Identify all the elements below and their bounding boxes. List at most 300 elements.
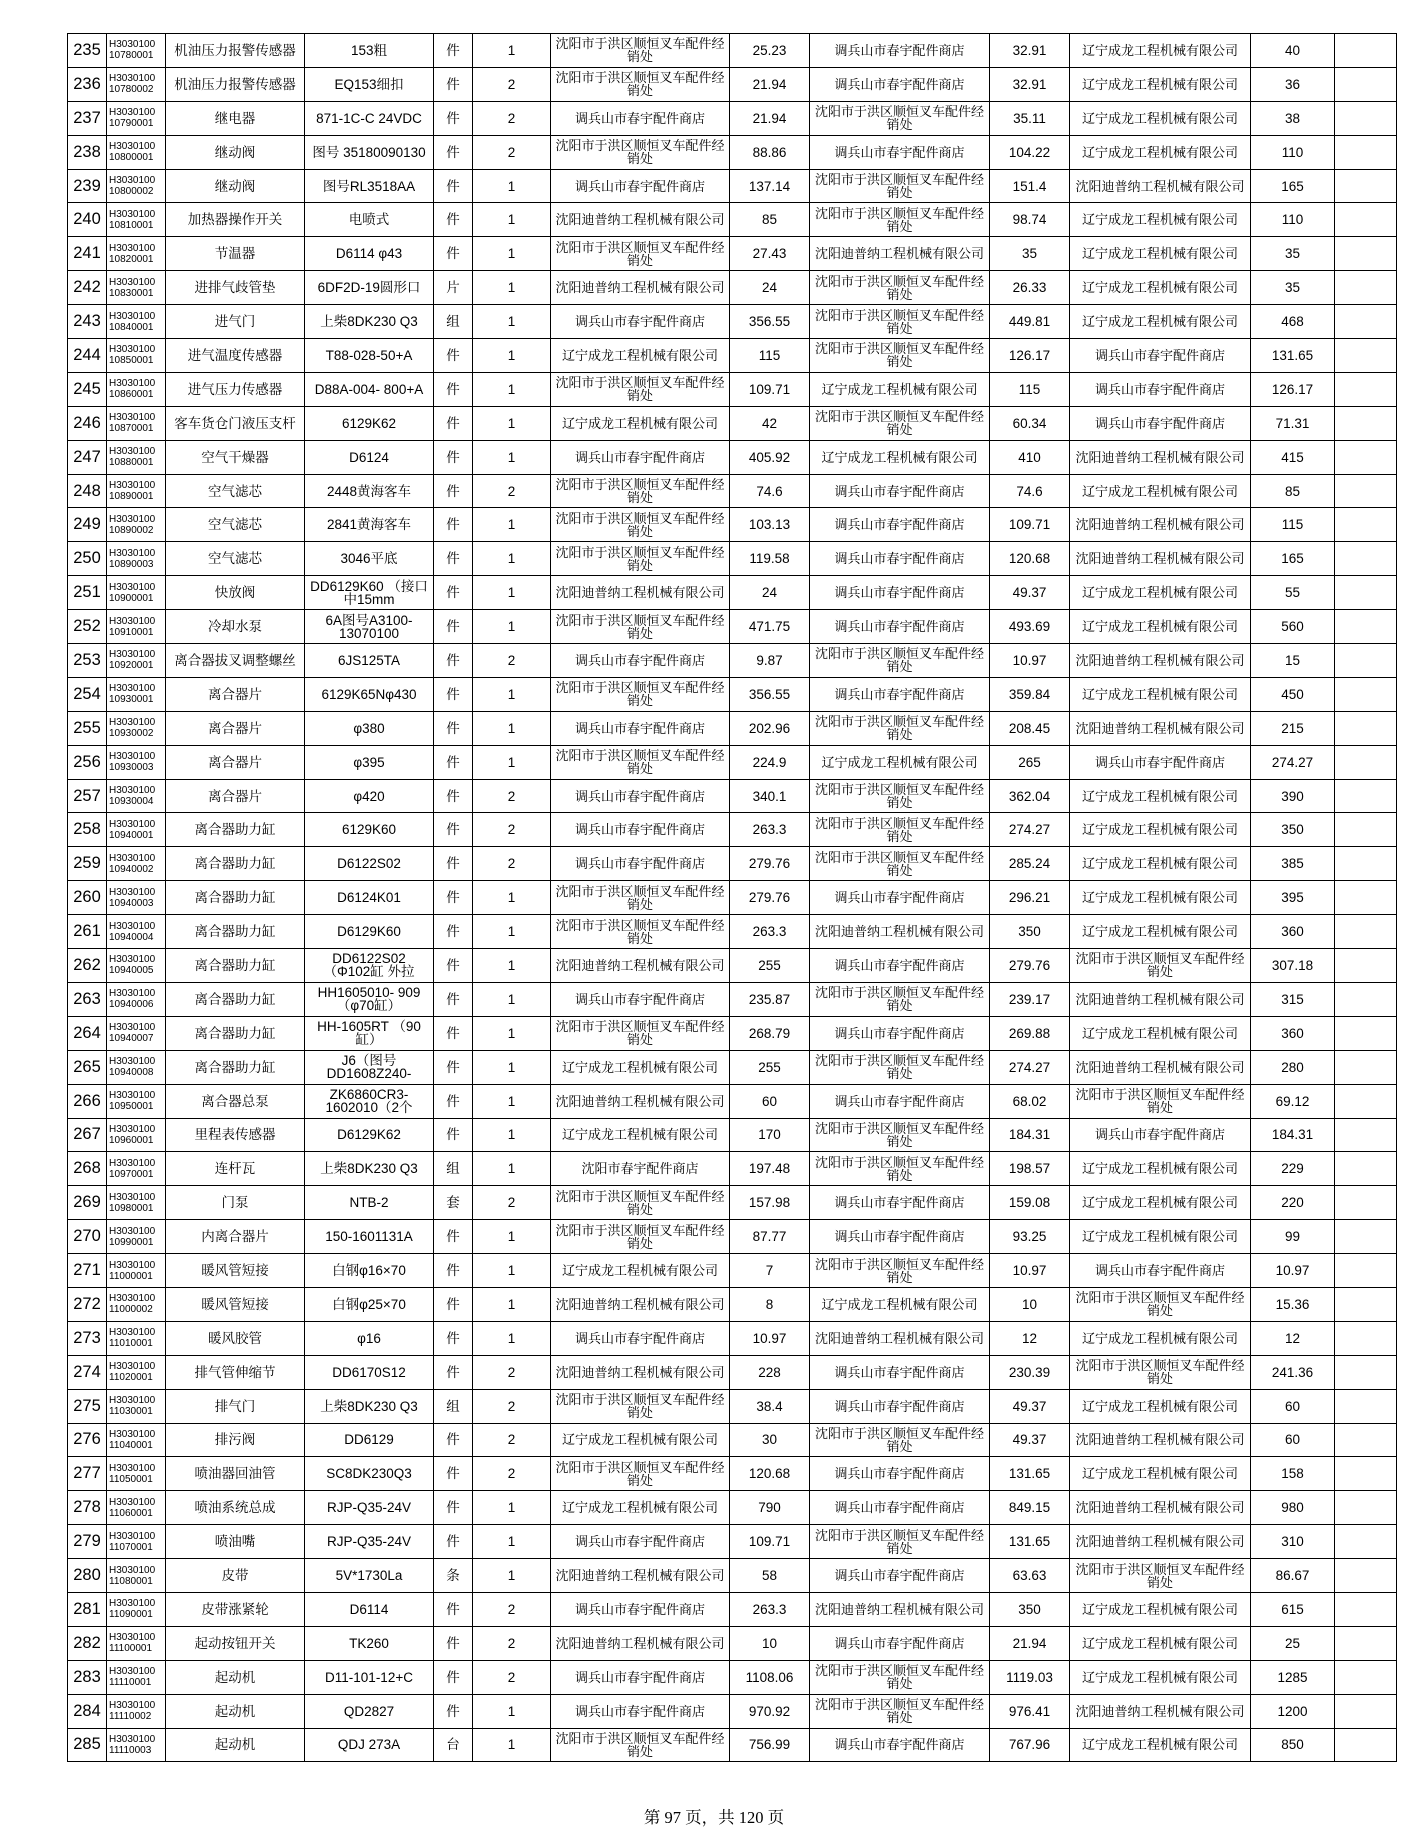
quantity-cell: 2	[473, 67, 551, 101]
material-code-cell: H3030100 10910001	[107, 610, 166, 644]
supplier-2-cell: 调兵山市春宇配件商店	[810, 677, 990, 711]
part-spec-cell: 153粗	[305, 34, 434, 68]
row-number-cell: 271	[68, 1254, 107, 1288]
unit-cell: 组	[434, 1389, 473, 1423]
table-row	[68, 1220, 1397, 1254]
row-number-cell: 270	[68, 1220, 107, 1254]
part-name-cell: 喷油系统总成	[166, 1491, 305, 1525]
supplier-3-cell: 沈阳市于洪区顺恒叉车配件经销处	[1070, 1559, 1251, 1593]
material-code-cell: H3030100 10940003	[107, 881, 166, 915]
price-1-cell: 279.76	[730, 847, 810, 881]
quantity-cell: 2	[473, 1660, 551, 1694]
supplier-1-cell: 沈阳市春宇配件商店	[551, 1152, 730, 1186]
price-3-cell: 468	[1251, 305, 1335, 339]
supplier-3-cell: 辽宁成龙工程机械有限公司	[1070, 1152, 1251, 1186]
material-code-cell: H3030100 10890001	[107, 474, 166, 508]
price-3-cell: 280	[1251, 1050, 1335, 1084]
price-2-cell: 239.17	[990, 982, 1070, 1016]
supplier-2-cell: 沈阳市于洪区顺恒叉车配件经销处	[810, 339, 990, 373]
price-1-cell: 228	[730, 1355, 810, 1389]
material-code-cell: H3030100 10940001	[107, 813, 166, 847]
remark-cell	[1335, 1186, 1397, 1220]
row-number-cell: 262	[68, 949, 107, 983]
quantity-cell: 1	[473, 1220, 551, 1254]
table-row	[68, 1118, 1397, 1152]
price-2-cell: 269.88	[990, 1016, 1070, 1050]
table-row	[68, 1186, 1397, 1220]
row-number-cell: 238	[68, 135, 107, 169]
table-row	[68, 779, 1397, 813]
supplier-3-cell: 调兵山市春宇配件商店	[1070, 406, 1251, 440]
supplier-3-cell: 辽宁成龙工程机械有限公司	[1070, 1016, 1251, 1050]
price-2-cell: 35.11	[990, 101, 1070, 135]
remark-cell	[1335, 67, 1397, 101]
price-3-cell: 35	[1251, 237, 1335, 271]
unit-cell: 件	[434, 949, 473, 983]
table-row	[68, 1287, 1397, 1321]
price-2-cell: 109.71	[990, 508, 1070, 542]
supplier-1-cell: 沈阳迪普纳工程机械有限公司	[551, 1355, 730, 1389]
row-number-cell: 241	[68, 237, 107, 271]
price-2-cell: 26.33	[990, 271, 1070, 305]
unit-cell: 件	[434, 813, 473, 847]
price-1-cell: 970.92	[730, 1694, 810, 1728]
supplier-3-cell: 调兵山市春宇配件商店	[1070, 372, 1251, 406]
supplier-1-cell: 沈阳迪普纳工程机械有限公司	[551, 576, 730, 610]
table-row	[68, 881, 1397, 915]
price-1-cell: 255	[730, 1050, 810, 1084]
price-1-cell: 87.77	[730, 1220, 810, 1254]
supplier-2-cell: 沈阳市于洪区顺恒叉车配件经销处	[810, 1152, 990, 1186]
table-row	[68, 406, 1397, 440]
remark-cell	[1335, 949, 1397, 983]
price-2-cell: 151.4	[990, 169, 1070, 203]
price-1-cell: 170	[730, 1118, 810, 1152]
price-2-cell: 10.97	[990, 1254, 1070, 1288]
material-code-cell: H3030100 11080001	[107, 1559, 166, 1593]
part-name-cell: 离合器助力缸	[166, 1016, 305, 1050]
price-2-cell: 767.96	[990, 1728, 1070, 1762]
supplier-1-cell: 沈阳迪普纳工程机械有限公司	[551, 949, 730, 983]
quantity-cell: 1	[473, 305, 551, 339]
remark-cell	[1335, 135, 1397, 169]
supplier-3-cell: 沈阳市于洪区顺恒叉车配件经销处	[1070, 949, 1251, 983]
part-name-cell: 离合器助力缸	[166, 813, 305, 847]
material-code-cell: H3030100 11030001	[107, 1389, 166, 1423]
supplier-3-cell: 辽宁成龙工程机械有限公司	[1070, 1626, 1251, 1660]
quantity-cell: 1	[473, 237, 551, 271]
quantity-cell: 1	[473, 711, 551, 745]
part-name-cell: 离合器助力缸	[166, 881, 305, 915]
part-name-cell: 暖风管短接	[166, 1254, 305, 1288]
price-3-cell: 241.36	[1251, 1355, 1335, 1389]
supplier-3-cell: 沈阳市于洪区顺恒叉车配件经销处	[1070, 1355, 1251, 1389]
price-1-cell: 30	[730, 1423, 810, 1457]
remark-cell	[1335, 1728, 1397, 1762]
price-1-cell: 197.48	[730, 1152, 810, 1186]
supplier-2-cell: 沈阳市于洪区顺恒叉车配件经销处	[810, 305, 990, 339]
material-code-cell: H3030100 10960001	[107, 1118, 166, 1152]
price-1-cell: 405.92	[730, 440, 810, 474]
price-1-cell: 8	[730, 1287, 810, 1321]
quantity-cell: 1	[473, 1084, 551, 1118]
unit-cell: 件	[434, 1016, 473, 1050]
price-1-cell: 27.43	[730, 237, 810, 271]
table-row	[68, 1084, 1397, 1118]
supplier-2-cell: 调兵山市春宇配件商店	[810, 1559, 990, 1593]
price-3-cell: 350	[1251, 813, 1335, 847]
material-code-cell: H3030100 10930004	[107, 779, 166, 813]
part-spec-cell: D6129K60	[305, 915, 434, 949]
price-1-cell: 109.71	[730, 372, 810, 406]
supplier-3-cell: 沈阳迪普纳工程机械有限公司	[1070, 1050, 1251, 1084]
quantity-cell: 1	[473, 406, 551, 440]
price-2-cell: 362.04	[990, 779, 1070, 813]
remark-cell	[1335, 1118, 1397, 1152]
unit-cell: 件	[434, 1084, 473, 1118]
row-number-cell: 253	[68, 644, 107, 678]
unit-cell: 套	[434, 1186, 473, 1220]
material-code-cell: H3030100 10800002	[107, 169, 166, 203]
unit-cell: 件	[434, 610, 473, 644]
supplier-2-cell: 沈阳市于洪区顺恒叉车配件经销处	[810, 644, 990, 678]
remark-cell	[1335, 813, 1397, 847]
quantity-cell: 1	[473, 1694, 551, 1728]
row-number-cell: 235	[68, 34, 107, 68]
table-row	[68, 372, 1397, 406]
supplier-2-cell: 沈阳市于洪区顺恒叉车配件经销处	[810, 982, 990, 1016]
supplier-2-cell: 调兵山市春宇配件商店	[810, 1389, 990, 1423]
part-spec-cell: 6129K60	[305, 813, 434, 847]
material-code-cell: H3030100 10850001	[107, 339, 166, 373]
part-spec-cell: 2448黄海客车	[305, 474, 434, 508]
price-2-cell: 74.6	[990, 474, 1070, 508]
unit-cell: 件	[434, 101, 473, 135]
price-3-cell: 86.67	[1251, 1559, 1335, 1593]
supplier-1-cell: 沈阳市于洪区顺恒叉车配件经销处	[551, 915, 730, 949]
remark-cell	[1335, 745, 1397, 779]
table-row	[68, 949, 1397, 983]
unit-cell: 件	[434, 1694, 473, 1728]
table-row	[68, 203, 1397, 237]
table-row	[68, 1355, 1397, 1389]
price-1-cell: 24	[730, 271, 810, 305]
price-1-cell: 120.68	[730, 1457, 810, 1491]
price-1-cell: 42	[730, 406, 810, 440]
supplier-2-cell: 沈阳市于洪区顺恒叉车配件经销处	[810, 1050, 990, 1084]
supplier-3-cell: 辽宁成龙工程机械有限公司	[1070, 271, 1251, 305]
supplier-3-cell: 调兵山市春宇配件商店	[1070, 1118, 1251, 1152]
part-spec-cell: 电喷式	[305, 203, 434, 237]
part-spec-cell: T88-028-50+A	[305, 339, 434, 373]
price-2-cell: 296.21	[990, 881, 1070, 915]
material-code-cell: H3030100 11010001	[107, 1321, 166, 1355]
unit-cell: 件	[434, 982, 473, 1016]
quantity-cell: 1	[473, 915, 551, 949]
material-code-cell: H3030100 10860001	[107, 372, 166, 406]
supplier-2-cell: 调兵山市春宇配件商店	[810, 949, 990, 983]
supplier-1-cell: 调兵山市春宇配件商店	[551, 101, 730, 135]
price-3-cell: 131.65	[1251, 339, 1335, 373]
part-name-cell: 起动机	[166, 1728, 305, 1762]
row-number-cell: 275	[68, 1389, 107, 1423]
table-row	[68, 101, 1397, 135]
supplier-2-cell: 调兵山市春宇配件商店	[810, 474, 990, 508]
supplier-3-cell: 沈阳迪普纳工程机械有限公司	[1070, 982, 1251, 1016]
material-code-cell: H3030100 10940008	[107, 1050, 166, 1084]
supplier-1-cell: 沈阳市于洪区顺恒叉车配件经销处	[551, 508, 730, 542]
row-number-cell: 277	[68, 1457, 107, 1491]
price-2-cell: 849.15	[990, 1491, 1070, 1525]
remark-cell	[1335, 169, 1397, 203]
row-number-cell: 257	[68, 779, 107, 813]
supplier-3-cell: 辽宁成龙工程机械有限公司	[1070, 1389, 1251, 1423]
supplier-2-cell: 沈阳迪普纳工程机械有限公司	[810, 1592, 990, 1626]
part-spec-cell: 3046平底	[305, 542, 434, 576]
price-1-cell: 137.14	[730, 169, 810, 203]
part-name-cell: 加热器操作开关	[166, 203, 305, 237]
quantity-cell: 1	[473, 1321, 551, 1355]
price-1-cell: 85	[730, 203, 810, 237]
unit-cell: 件	[434, 1287, 473, 1321]
material-code-cell: H3030100 11110003	[107, 1728, 166, 1762]
unit-cell: 件	[434, 406, 473, 440]
supplier-1-cell: 辽宁成龙工程机械有限公司	[551, 1254, 730, 1288]
quantity-cell: 2	[473, 1626, 551, 1660]
price-2-cell: 104.22	[990, 135, 1070, 169]
quantity-cell: 1	[473, 271, 551, 305]
price-2-cell: 1119.03	[990, 1660, 1070, 1694]
unit-cell: 件	[434, 915, 473, 949]
supplier-2-cell: 调兵山市春宇配件商店	[810, 34, 990, 68]
table-row	[68, 237, 1397, 271]
material-code-cell: H3030100 10890002	[107, 508, 166, 542]
unit-cell: 件	[434, 474, 473, 508]
part-spec-cell: D88A-004- 800+A	[305, 372, 434, 406]
material-code-cell: H3030100 11090001	[107, 1592, 166, 1626]
row-number-cell: 284	[68, 1694, 107, 1728]
price-2-cell: 230.39	[990, 1355, 1070, 1389]
part-name-cell: 机油压力报警传感器	[166, 34, 305, 68]
part-spec-cell: D6124K01	[305, 881, 434, 915]
price-2-cell: 279.76	[990, 949, 1070, 983]
price-3-cell: 110	[1251, 135, 1335, 169]
supplier-1-cell: 辽宁成龙工程机械有限公司	[551, 406, 730, 440]
material-code-cell: H3030100 10800001	[107, 135, 166, 169]
remark-cell	[1335, 305, 1397, 339]
supplier-2-cell: 调兵山市春宇配件商店	[810, 881, 990, 915]
row-number-cell: 243	[68, 305, 107, 339]
supplier-3-cell: 辽宁成龙工程机械有限公司	[1070, 1728, 1251, 1762]
price-3-cell: 10.97	[1251, 1254, 1335, 1288]
table-row	[68, 745, 1397, 779]
price-2-cell: 126.17	[990, 339, 1070, 373]
price-3-cell: 165	[1251, 169, 1335, 203]
supplier-2-cell: 沈阳市于洪区顺恒叉车配件经销处	[810, 1423, 990, 1457]
material-code-cell: H3030100 10930002	[107, 711, 166, 745]
quantity-cell: 2	[473, 135, 551, 169]
part-spec-cell: HH-1605RT （90缸）	[305, 1016, 434, 1050]
unit-cell: 件	[434, 1626, 473, 1660]
material-code-cell: H3030100 10900001	[107, 576, 166, 610]
part-spec-cell: D6114 φ43	[305, 237, 434, 271]
table-row	[68, 610, 1397, 644]
remark-cell	[1335, 1355, 1397, 1389]
unit-cell: 件	[434, 677, 473, 711]
price-2-cell: 359.84	[990, 677, 1070, 711]
price-2-cell: 208.45	[990, 711, 1070, 745]
part-name-cell: 皮带	[166, 1559, 305, 1593]
part-name-cell: 排气管伸缩节	[166, 1355, 305, 1389]
row-number-cell: 250	[68, 542, 107, 576]
unit-cell: 件	[434, 711, 473, 745]
row-number-cell: 264	[68, 1016, 107, 1050]
supplier-1-cell: 沈阳市于洪区顺恒叉车配件经销处	[551, 135, 730, 169]
supplier-2-cell: 沈阳迪普纳工程机械有限公司	[810, 915, 990, 949]
table-row	[68, 1525, 1397, 1559]
part-spec-cell: 上柴8DK230 Q3	[305, 1152, 434, 1186]
remark-cell	[1335, 779, 1397, 813]
quantity-cell: 1	[473, 1525, 551, 1559]
part-name-cell: 机油压力报警传感器	[166, 67, 305, 101]
supplier-2-cell: 调兵山市春宇配件商店	[810, 542, 990, 576]
supplier-3-cell: 辽宁成龙工程机械有限公司	[1070, 1321, 1251, 1355]
supplier-1-cell: 辽宁成龙工程机械有限公司	[551, 1118, 730, 1152]
unit-cell: 条	[434, 1559, 473, 1593]
supplier-3-cell: 辽宁成龙工程机械有限公司	[1070, 847, 1251, 881]
supplier-2-cell: 沈阳市于洪区顺恒叉车配件经销处	[810, 1118, 990, 1152]
remark-cell	[1335, 982, 1397, 1016]
material-code-cell: H3030100 10810001	[107, 203, 166, 237]
part-name-cell: 离合器助力缸	[166, 915, 305, 949]
price-2-cell: 159.08	[990, 1186, 1070, 1220]
remark-cell	[1335, 1592, 1397, 1626]
remark-cell	[1335, 1559, 1397, 1593]
quantity-cell: 1	[473, 1050, 551, 1084]
supplier-1-cell: 调兵山市春宇配件商店	[551, 1660, 730, 1694]
unit-cell: 件	[434, 847, 473, 881]
supplier-3-cell: 辽宁成龙工程机械有限公司	[1070, 779, 1251, 813]
part-name-cell: 喷油器回油管	[166, 1457, 305, 1491]
material-code-cell: H3030100 11070001	[107, 1525, 166, 1559]
table-row	[68, 1491, 1397, 1525]
material-code-cell: H3030100 10830001	[107, 271, 166, 305]
price-2-cell: 49.37	[990, 1389, 1070, 1423]
material-code-cell: H3030100 10980001	[107, 1186, 166, 1220]
supplier-1-cell: 辽宁成龙工程机械有限公司	[551, 1491, 730, 1525]
remark-cell	[1335, 881, 1397, 915]
supplier-3-cell: 辽宁成龙工程机械有限公司	[1070, 881, 1251, 915]
supplier-1-cell: 沈阳迪普纳工程机械有限公司	[551, 1287, 730, 1321]
row-number-cell: 272	[68, 1287, 107, 1321]
part-spec-cell: 白钢φ16×70	[305, 1254, 434, 1288]
remark-cell	[1335, 339, 1397, 373]
unit-cell: 组	[434, 305, 473, 339]
supplier-2-cell: 辽宁成龙工程机械有限公司	[810, 745, 990, 779]
quantity-cell: 1	[473, 745, 551, 779]
quantity-cell: 1	[473, 576, 551, 610]
price-3-cell: 315	[1251, 982, 1335, 1016]
price-1-cell: 790	[730, 1491, 810, 1525]
supplier-1-cell: 沈阳市于洪区顺恒叉车配件经销处	[551, 745, 730, 779]
part-spec-cell: EQ153细扣	[305, 67, 434, 101]
part-name-cell: 内离合器片	[166, 1220, 305, 1254]
supplier-2-cell: 沈阳市于洪区顺恒叉车配件经销处	[810, 101, 990, 135]
supplier-2-cell: 沈阳市于洪区顺恒叉车配件经销处	[810, 271, 990, 305]
supplier-3-cell: 辽宁成龙工程机械有限公司	[1070, 203, 1251, 237]
row-number-cell: 248	[68, 474, 107, 508]
supplier-3-cell: 辽宁成龙工程机械有限公司	[1070, 610, 1251, 644]
price-3-cell: 385	[1251, 847, 1335, 881]
part-name-cell: 离合器总泵	[166, 1084, 305, 1118]
table-row	[68, 440, 1397, 474]
supplier-1-cell: 调兵山市春宇配件商店	[551, 813, 730, 847]
quantity-cell: 1	[473, 34, 551, 68]
quantity-cell: 2	[473, 813, 551, 847]
remark-cell	[1335, 677, 1397, 711]
supplier-2-cell: 沈阳市于洪区顺恒叉车配件经销处	[810, 169, 990, 203]
supplier-1-cell: 调兵山市春宇配件商店	[551, 169, 730, 203]
table-row	[68, 644, 1397, 678]
part-spec-cell: φ380	[305, 711, 434, 745]
remark-cell	[1335, 1694, 1397, 1728]
row-number-cell: 259	[68, 847, 107, 881]
quantity-cell: 1	[473, 169, 551, 203]
material-code-cell: H3030100 10930003	[107, 745, 166, 779]
price-1-cell: 340.1	[730, 779, 810, 813]
material-code-cell: H3030100 10920001	[107, 644, 166, 678]
part-name-cell: 节温器	[166, 237, 305, 271]
material-code-cell: H3030100 10820001	[107, 237, 166, 271]
quantity-cell: 1	[473, 203, 551, 237]
supplier-2-cell: 调兵山市春宇配件商店	[810, 1491, 990, 1525]
price-3-cell: 1200	[1251, 1694, 1335, 1728]
supplier-3-cell: 辽宁成龙工程机械有限公司	[1070, 1457, 1251, 1491]
unit-cell: 件	[434, 440, 473, 474]
supplier-3-cell: 辽宁成龙工程机械有限公司	[1070, 305, 1251, 339]
quantity-cell: 1	[473, 1287, 551, 1321]
remark-cell	[1335, 1084, 1397, 1118]
price-2-cell: 12	[990, 1321, 1070, 1355]
price-2-cell: 93.25	[990, 1220, 1070, 1254]
part-spec-cell: 6129K65Nφ430	[305, 677, 434, 711]
price-2-cell: 115	[990, 372, 1070, 406]
supplier-2-cell: 辽宁成龙工程机械有限公司	[810, 1287, 990, 1321]
price-1-cell: 756.99	[730, 1728, 810, 1762]
price-2-cell: 35	[990, 237, 1070, 271]
material-code-cell: H3030100 10780001	[107, 34, 166, 68]
supplier-1-cell: 调兵山市春宇配件商店	[551, 644, 730, 678]
supplier-3-cell: 调兵山市春宇配件商店	[1070, 1254, 1251, 1288]
row-number-cell: 240	[68, 203, 107, 237]
quantity-cell: 1	[473, 982, 551, 1016]
quantity-cell: 2	[473, 1389, 551, 1423]
part-name-cell: 快放阀	[166, 576, 305, 610]
supplier-3-cell: 辽宁成龙工程机械有限公司	[1070, 1660, 1251, 1694]
price-1-cell: 103.13	[730, 508, 810, 542]
price-1-cell: 279.76	[730, 881, 810, 915]
part-spec-cell: 871-1C-C 24VDC	[305, 101, 434, 135]
supplier-1-cell: 沈阳市于洪区顺恒叉车配件经销处	[551, 677, 730, 711]
price-3-cell: 360	[1251, 915, 1335, 949]
price-1-cell: 263.3	[730, 813, 810, 847]
part-spec-cell: DD6129K60 （接口中15mm	[305, 576, 434, 610]
price-3-cell: 71.31	[1251, 406, 1335, 440]
table-row	[68, 542, 1397, 576]
price-3-cell: 158	[1251, 1457, 1335, 1491]
price-3-cell: 69.12	[1251, 1084, 1335, 1118]
part-spec-cell: ZK6860CR3- 1602010（2个	[305, 1084, 434, 1118]
